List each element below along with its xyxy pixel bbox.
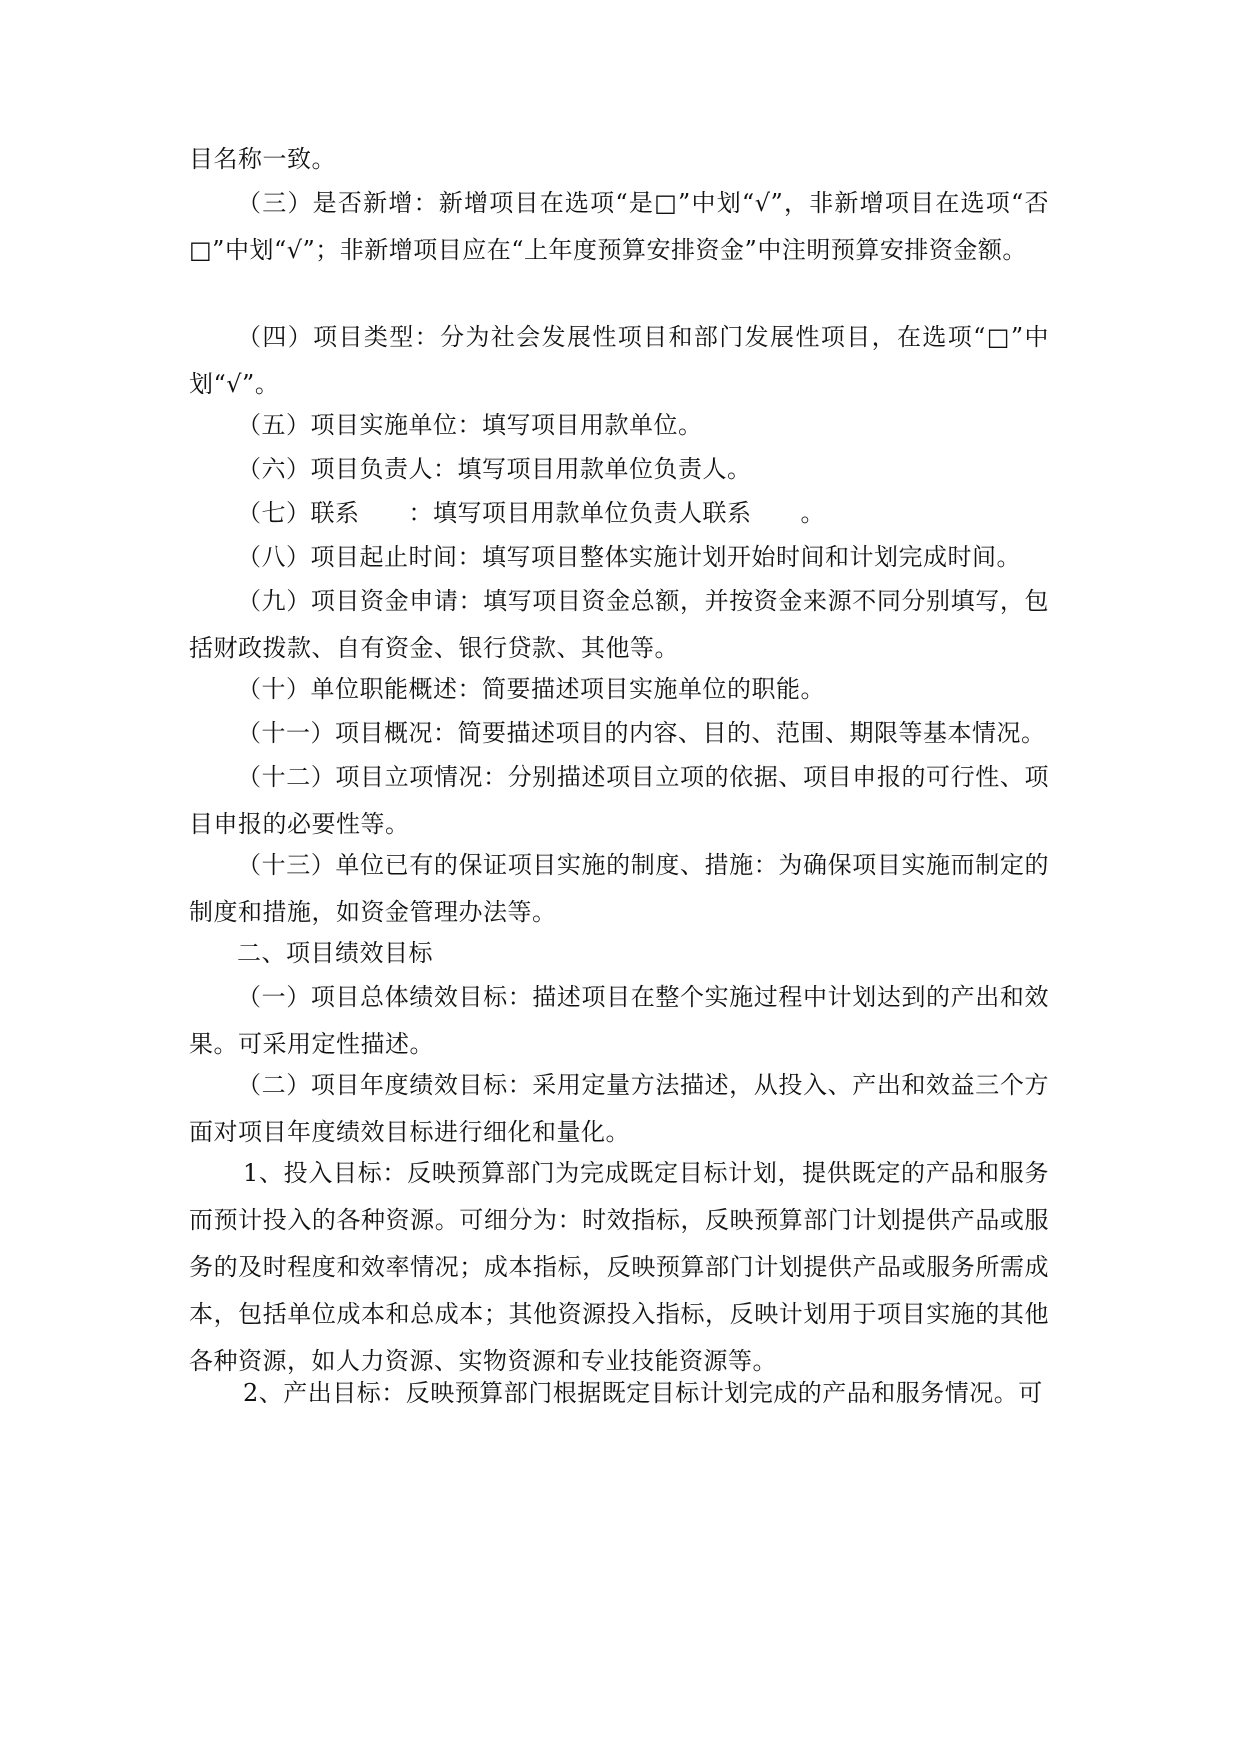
paragraph-item-12: （十二）项目立项情况：分别描述项目立项的依据、项目申报的可行性、项目申报的必要性等。 [189, 763, 1049, 838]
paragraph-item-11: （十一）项目概况：简要描述项目的内容、目的、范围、期限等基本情况。 [237, 719, 1046, 747]
paragraph-item-13: （十三）单位已有的保证项目实施的制度、措施：为确保项目实施而制定的制度和措施，如资金管理办法等。 [189, 851, 1049, 926]
paragraph-item-5: （五）项目实施单位：填写项目用款单位。 [237, 411, 703, 439]
paragraph-continuation: 目名称一致。 [189, 145, 336, 173]
paragraph-item-4: （四）项目类型：分为社会发展性项目和部门发展性项目，在选项“□”中划“√”。 [189, 323, 1049, 398]
section-heading-2: 二、项目绩效目标 [237, 939, 433, 967]
paragraph-goal-1: （一）项目总体绩效目标：描述项目在整个实施过程中计划达到的产出和效果。可采用定性描述。 [189, 983, 1049, 1058]
paragraph-item-7: （七）联系 ：填写项目用款单位负责人联系 。 [237, 499, 825, 527]
paragraph-item-6: （六）项目负责人：填写项目用款单位负责人。 [237, 455, 752, 483]
paragraph-item-8: （八）项目起止时间：填写项目整体实施计划开始时间和计划完成时间。 [237, 543, 1021, 571]
paragraph-input-goal: 1、投入目标：反映预算部门为完成既定目标计划，提供既定的产品和服务而预计投入的各种资源。可细分为：时效指标，反映预算部门计划提供产品或服务的及时程度和效率情况；成本指标，反映预算部门计划提供产品或服务所需成本，包括单位成本和总成本；其他资源投入指标，反映计划用于项目实施的其他各种资源，如人力资源、实物资源和专业技能资源等。 [189, 1159, 1049, 1375]
paragraph-item-9: （九）项目资金申请：填写项目资金总额，并按资金来源不同分别填写，包括财政拨款、自有资金、银行贷款、其他等。 [189, 587, 1049, 662]
paragraph-item-10: （十）单位职能概述：简要描述项目实施单位的职能。 [237, 675, 825, 703]
paragraph-item-3: （三）是否新增：新增项目在选项“是□”中划“√”，非新增项目在选项“否□”中划“√”；非新增项目应在“上年度预算安排资金”中注明预算安排资金额。 [189, 189, 1049, 264]
paragraph-goal-2: （二）项目年度绩效目标：采用定量方法描述，从投入、产出和效益三个方面对项目年度绩效目标进行细化和量化。 [189, 1071, 1049, 1146]
paragraph-output-goal: 2、产出目标：反映预算部门根据既定目标计划完成的产品和服务情况。可 [243, 1379, 1043, 1407]
